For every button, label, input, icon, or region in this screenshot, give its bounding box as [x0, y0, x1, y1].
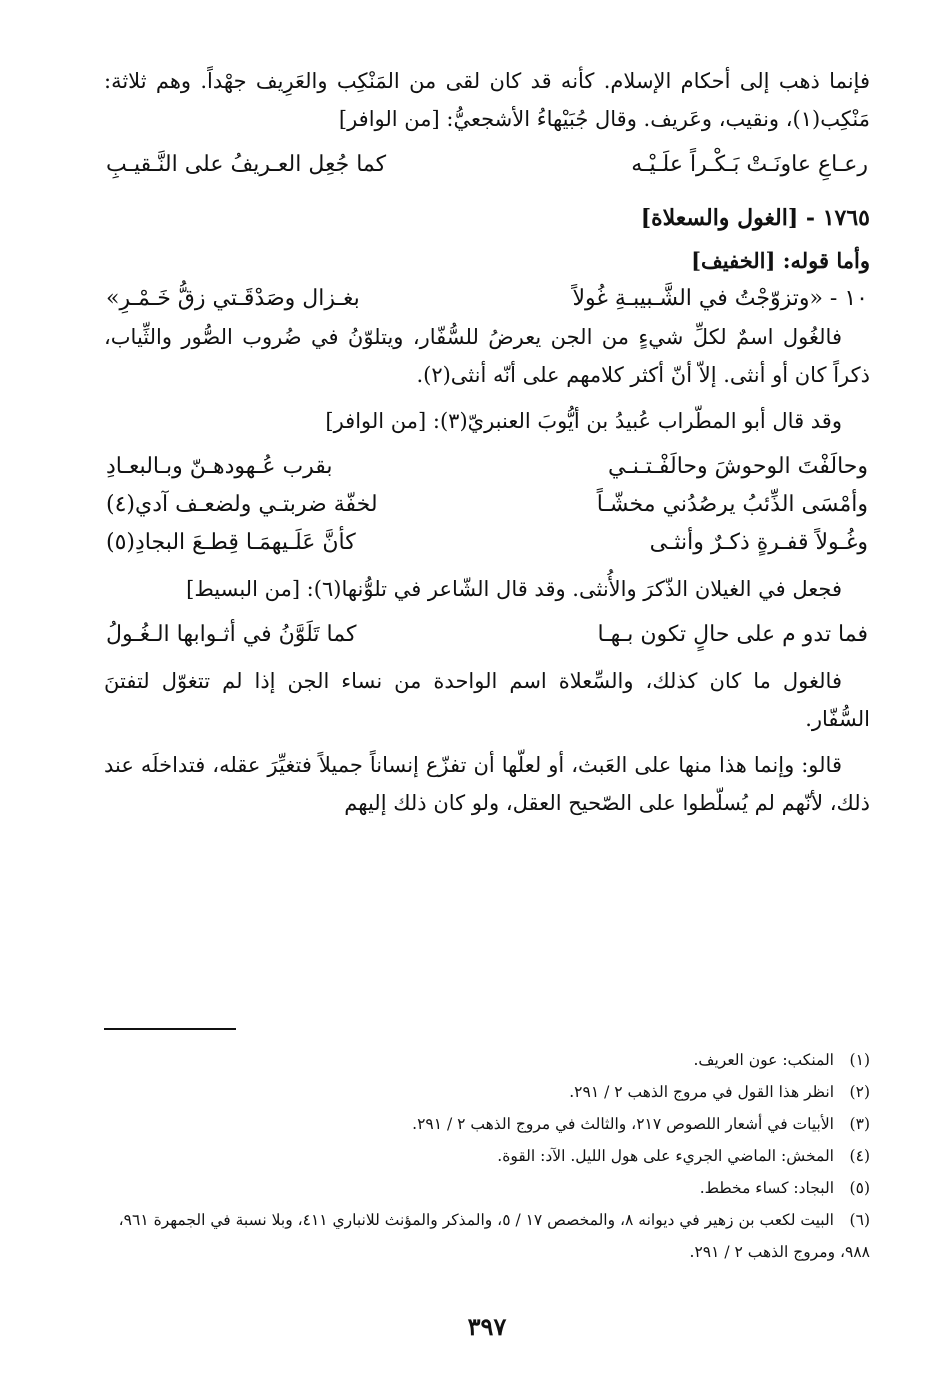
page-body [104, 62, 870, 1362]
paragraph: فالغول ما كان كذلك، والسِّعلاة اسم الواحدة من نساء الجن إذا لم تتغوّل لتفتنَ السُّفّار. [104, 669, 870, 731]
verse-hemistich-first: فما تدو م على حالٍ تكون بـهـا [597, 622, 868, 647]
footnote [104, 1204, 870, 1268]
paragraph: فجعل في الغيلان الذّكرَ والأُنثى. وقد قال الشّاعر في تلوُّنها(٦): [من البسيط] [186, 577, 842, 601]
footnote-text: انظر هذا القول في مروج الذهب ٢ / ٢٩١. [569, 1083, 834, 1101]
footnotes [104, 1044, 870, 1268]
paragraph: قالو: وإنما هذا منها على العَبث، أو لعلّها أن تفزّع إنساناً جميلاً فتغيِّرَ عقله، فتداخلَه عند ذلك، لأنّهم لم يُسلّطوا على الصّحيح العقل، ولو كان ذلك إليهم [104, 753, 870, 815]
verse-hemistich-first: وغُـولاً قفـرةٍ ذكـرٌ وأنثـى [649, 530, 868, 555]
footnote [104, 1108, 870, 1140]
verse-line [104, 448, 870, 486]
verse-hemistich-second: كما جُعِل العـريفُ على النَّـقيـبِ [106, 152, 387, 177]
verse-hemistich-first: وحالَفْتَ الوحوشَ وحالَفْـتـنـي [607, 454, 868, 479]
footnote-number: (١) [849, 1051, 870, 1069]
footnote-number: (٣) [849, 1115, 870, 1133]
verse-hemistich-second: كما تَلَوَّنُ في أثـوابها الـغُـولُ [106, 622, 357, 647]
verse-line [104, 524, 870, 562]
footnote-text: المخش: الماضي الجريء على هول الليل. الآد: القوة. [497, 1147, 834, 1165]
footnote-divider [104, 1028, 236, 1030]
verse-hemistich-first: وأمْسَى الذِّئبُ يرصُدُني مخشّـاً [596, 492, 868, 517]
verse-hemistich-first: ١٠ - «وتزوّجْتُ في الشَّـبيبـةِ غُولاً [572, 286, 868, 311]
footnote [104, 1172, 870, 1204]
page-number: ٣٩٧ [467, 1312, 507, 1341]
section-heading: ١٧٦٥ - [الغول والسعلاة] [640, 205, 870, 231]
verse-hemistich-second: بقرب عُـهودهـنّ وبـالبعـادِ [106, 454, 333, 479]
verse-hemistich-second: لخفّة ضربتـي ولضعـف آدي(٤) [106, 492, 378, 517]
footnote-number: (٢) [849, 1083, 870, 1101]
footnote-text: الأبيات في أشعار اللصوص ٢١٧، والثالث في مروج الذهب ٢ / ٢٩١. [412, 1115, 834, 1133]
footnote [104, 1140, 870, 1172]
paragraph: فإنما ذهب إلى أحكام الإسلام. كأنه قد كان لقى من المَنْكِب والعَرِيف جهْداً. وهم ثلاثة: مَنْكِب(١)، ونقيب، وعَريف. وقال جُبَيْهاءُ الأشجعيُّ: [من الوافر] [104, 69, 870, 131]
verse-line [104, 146, 870, 184]
footnote-number: (٤) [849, 1147, 870, 1165]
footnote [104, 1076, 870, 1108]
footnote-text: البيت لكعب بن زهير في ديوانه ٨، والمخصص ١٧ / ٥، والمذكر والمؤنث للانباري ٤١١، وبلا نسبة في الجمهرة ٩٦١، ٩٨٨، ومروج الذهب ٢ / ٢٩١. [118, 1211, 870, 1261]
paragraph: وقد قال أبو المطّراب عُبيدُ بن أيُّوبَ العنبريّ(٣): [من الوافر] [325, 409, 842, 433]
verse-line [104, 280, 870, 318]
footnote-number: (٦) [849, 1211, 870, 1229]
verse-line [104, 616, 870, 654]
verse-hemistich-second: كأنَّ عَلَـيهمَـا قِطـعَ البجادِ(٥) [106, 530, 356, 555]
verse-hemistich-second: بغـزال وصَدْقَـتي زقُّ خَـمْـرِ» [106, 286, 360, 311]
subheading: وأما قوله: [الخفيف] [691, 248, 870, 273]
footnote-text: المنكب: عون العريف. [693, 1051, 834, 1069]
footnote [104, 1044, 870, 1076]
paragraph: فالغُول اسمٌ لكلِّ شيءٍ من الجن يعرضُ للسُّفّار، ويتلوّنُ في ضُروب الصُّور والثِّياب، ذكراً كان أو أنثى. إلاّ أنّ أكثر كلامهم على أنّه أنثى(٢). [104, 325, 870, 387]
verse-line [104, 486, 870, 524]
verse-hemistich-first: رعـاعِ عاونَـتْ بَـكْـراً علَـيْـه [631, 152, 868, 177]
footnote-text: البجاد: كساء مخطط. [699, 1179, 834, 1197]
footnote-number: (٥) [849, 1179, 870, 1197]
